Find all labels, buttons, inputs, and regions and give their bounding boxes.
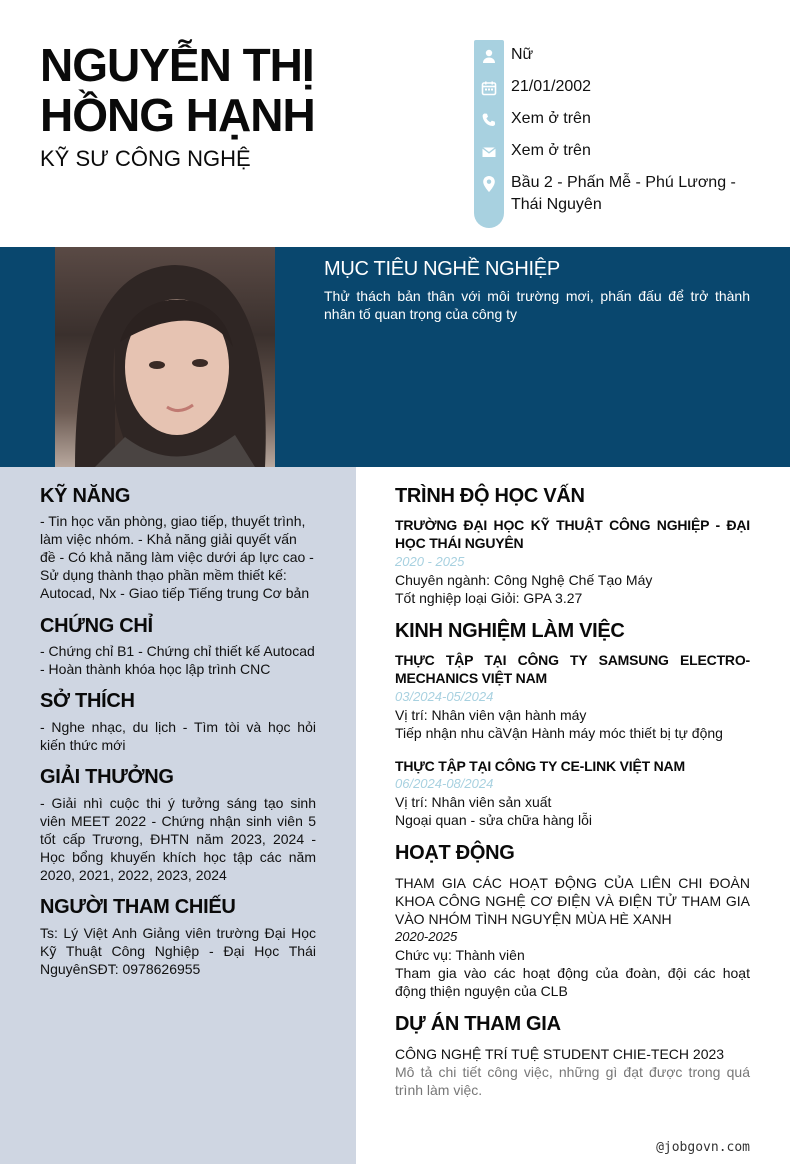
certificates-text: - Chứng chỉ B1 - Chứng chỉ thiết kế Autocad - Hoàn thành khóa học lập trình CNC (40, 643, 315, 677)
education-major: Chuyên ngành: Công Nghệ Chế Tạo Máy (395, 572, 653, 588)
project-desc: Mô tả chi tiết công việc, những gì đạt được trong quá trình làm việc. (395, 1064, 750, 1098)
hobbies-text: - Nghe nhạc, du lịch - Tìm tòi và học hỏi kiến thức mới (40, 719, 316, 753)
awards-title: GIẢI THƯỞNG (40, 766, 174, 788)
activities-title: HOẠT ĐỘNG (395, 842, 515, 864)
job-title: KỸ SƯ CÔNG NGHỆ (40, 146, 251, 171)
skills-title: KỸ NĂNG (40, 485, 131, 507)
hobbies-title: SỞ THÍCH (40, 690, 135, 712)
job-1-position: Vị trí: Nhân viên vận hành máy (395, 707, 587, 723)
activities-desc: Tham gia vào các hoạt động của đoàn, đội các hoạt động thiện nguyện của CLB (395, 965, 750, 999)
job-2-company: THỰC TẬP TẠI CÔNG TY CE-LINK VIỆT NAM (395, 758, 685, 774)
contact-birthday (474, 72, 774, 104)
address-text: Bầu 2 - Phấn Mễ - Phú Lương - Thái Nguyên (511, 174, 736, 213)
job-1-dates: 03/2024-05/2024 (395, 689, 494, 704)
contact-gender (474, 40, 774, 72)
activities-role: Chức vụ: Thành viên (395, 947, 525, 963)
contact-address (474, 168, 774, 216)
gender-text: Nữ (511, 46, 534, 63)
profile-photo (55, 247, 275, 467)
job-1-desc: Tiếp nhận nhu cầVận Hành máy móc thiết bị tự động (395, 725, 723, 741)
job-1-company: THỰC TẬP TẠI CÔNG TY SAMSUNG ELECTRO-MECHANICS VIỆT NAM (395, 652, 750, 686)
job-2-desc: Ngoại quan - sửa chữa hàng lỗi (395, 812, 592, 828)
project-name: CÔNG NGHỆ TRÍ TUỆ STUDENT CHIE-TECH 2023 (395, 1046, 725, 1062)
location-icon (474, 168, 504, 200)
contact-phone (474, 104, 774, 136)
phone-icon (474, 104, 504, 136)
mail-icon (474, 136, 504, 168)
person-icon (474, 40, 504, 72)
skills-text: - Tin học văn phòng, giao tiếp, thuyết trình, làm việc nhóm. - Khả năng giải quyết vấn đề - Có khả năng làm việc dưới áp lực cao - Sử dụng thành thạo phần mềm thiết kế: Autocad, Nx - Giao tiếp Tiếng trung Cơ bản (40, 513, 314, 601)
activities-org: THAM GIA CÁC HOẠT ĐỘNG CỦA LIÊN CHI ĐOÀN KHOA CÔNG NGHỆ CƠ ĐIỆN VÀ ĐIỆN TỬ THAM GIA VÀO NHÓM TÌNH NGUYỆN MÙA HÈ XANH (395, 875, 750, 927)
activities-dates: 2020-2025 (395, 929, 458, 944)
references-title: NGƯỜI THAM CHIẾU (40, 896, 236, 918)
certificates-title: CHỨNG CHỈ (40, 615, 153, 637)
references-text: Ts: Lý Việt Anh Giảng viên trường Đại Học Kỹ Thuật Công Nghiệp - Đại Học Thái NguyênSĐT: 0978626955 (40, 925, 316, 977)
objective-title: MỤC TIÊU NGHỀ NGHIỆP (324, 258, 560, 280)
education-dates: 2020 - 2025 (395, 554, 465, 569)
contact-email (474, 136, 774, 168)
phone-text: Xem ở trên (511, 110, 591, 127)
email-text: Xem ở trên (511, 142, 591, 159)
birthday-text: 21/01/2002 (511, 78, 592, 95)
candidate-name: NGUYỄN THỊ HỒNG HẠNH (40, 39, 315, 141)
job-2-dates: 06/2024-08/2024 (395, 776, 494, 791)
education-school: TRƯỜNG ĐẠI HỌC KỸ THUẬT CÔNG NGHIỆP - ĐẠI HỌC THÁI NGUYÊN (395, 517, 750, 551)
education-title: TRÌNH ĐỘ HỌC VẤN (395, 485, 585, 507)
objective-text: Thử thách bản thân với môi trường mơi, phấn đấu để trở thành nhân tố quan trọng của công ty (324, 288, 750, 322)
job-2-position: Vị trí: Nhân viên sản xuất (395, 794, 552, 810)
projects-title: DỰ ÁN THAM GIA (395, 1013, 561, 1035)
experience-title: KINH NGHIỆM LÀM VIỆC (395, 620, 625, 642)
education-grade: Tốt nghiệp loại Giỏi: GPA 3.27 (395, 590, 583, 606)
awards-text: - Giải nhì cuộc thi ý tưởng sáng tạo sinh viên MEET 2022 - Chứng nhận sinh viên 5 tốt cấp Trương, ĐHTN năm 2023, 2024 - Học bổng khuyến khích học tập các năm 2020, 2021, 2022, 2023, 2024 (40, 795, 316, 883)
calendar-icon (474, 72, 504, 104)
footer-brand: @jobgovn.com (656, 1140, 750, 1155)
